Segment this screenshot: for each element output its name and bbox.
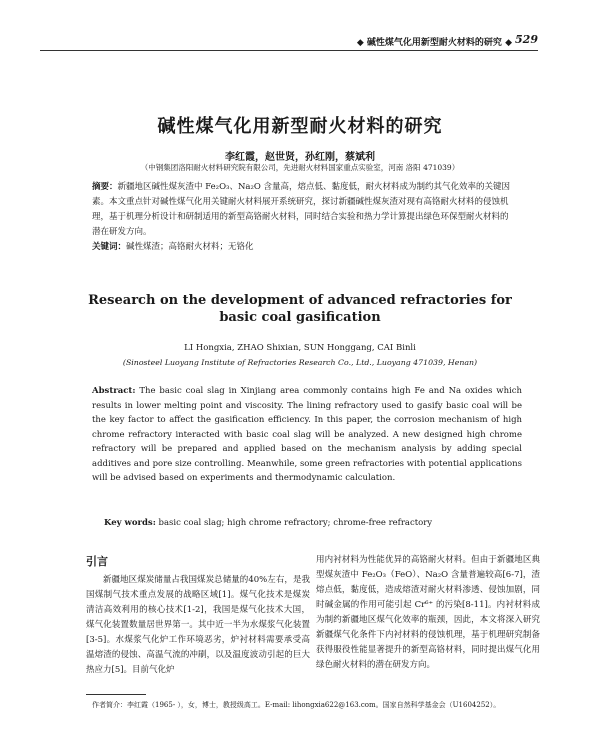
cn-abstract [92, 180, 512, 240]
cn-keywords-label: 关键词： [92, 242, 127, 252]
cn-abstract-label: 摘要： [92, 182, 118, 192]
en-keywords-text: basic coal slag; high chrome refractory; chrome-free refractory [158, 518, 433, 528]
cn-keywords-text: 碱性煤渣；高铬耐火材料；无铬化 [126, 242, 254, 252]
en-keywords-label: Key words: [104, 518, 156, 528]
en-title [0, 292, 600, 326]
en-keywords [104, 518, 522, 528]
en-title-line-1: Research on the development of advanced refractories for [88, 293, 512, 308]
en-authors: LI Hongxia, ZHAO Shixian, SUN Honggang, CAI Binli [184, 343, 416, 353]
footnote-rule [86, 694, 146, 695]
body-paragraph-left: 新疆地区煤炭储量占我国煤炭总储量的40%左右，是我国煤制气技术重点发展的战略区域[1]。煤气化技术是煤炭清洁高效利用的核心技术[1-2]，我国是煤气化技术大国，煤气化装置数量居世界第一。其中近一半为水煤浆气化装置[3-5]。水煤浆气化炉工作环境恶劣，炉衬材料需要承受高温熔渣的侵蚀、高温气流的冲刷，以及温度波动引起的巨大热应力[5]。目前气化炉 [86, 575, 310, 675]
cn-abstract-text: 新疆地区碱性煤灰渣中 Fe₂O₃、Na₂O 含量高，熔点低、黏度低，耐火材料成为制约其气化效率的关键因素。本文重点针对碱性煤气化用关键耐火材料展开系统研究，探讨新疆碱性煤灰渣对现有高铬耐火材料的侵蚀机理，基于机理分析设计和研制适用的新型高铬耐火材料，同时结合实验和热力学计算提出绿色环保型耐火材料的潜在研发方向。 [92, 182, 511, 237]
cn-abstract-block [92, 180, 512, 255]
section-heading: 引言 [86, 555, 108, 568]
en-abstract [92, 384, 522, 486]
footnote: 作者简介：李红霞（1965- ），女，博士，教授级高工。E-mail: lihongxia622@163.com。国家自然科学基金会（U1604252）。 [92, 701, 501, 709]
cn-authors: 李红霞，赵世贤，孙红刚，蔡斌利 [225, 152, 375, 163]
page-number: 529 [515, 33, 538, 46]
running-title: ◆ 碱性煤气化用新型耐火材料的研究 ◆ [356, 38, 512, 48]
en-abstract-label: Abstract: [92, 386, 136, 396]
body-left-column [86, 554, 310, 678]
cn-keywords [92, 240, 512, 255]
running-header [40, 34, 538, 51]
cn-affiliation: （中钢集团洛阳耐火材料研究院有限公司，先进耐火材料国家重点实验室，河南 洛阳 471039） [140, 163, 460, 172]
en-abstract-text: The basic coal slag in Xinjiang area commonly contains high Fe and Na oxides which results in lower melting point and viscosity. The lining refractory used to gasify basic coal will be the key factor to affect the gasification efficiency. In this paper, the corrosion mechanism of high chrome refractory interacted with basic coal slag will be analyzed. A new designed high chrome refractory will be prepared and applied based on the mechanism analysis by adding special additives and pore size controlling. Meanwhile, some green refractories with potential applications will be advised based on experiments and thermodynamic calculation. [92, 386, 522, 483]
body-paragraph-right: 用内衬材料为性能优异的高铬耐火材料。但由于新疆地区典型煤灰渣中 Fe₂O₃（FeO）、Na₂O 含量普遍较高[6-7]，渣熔点低，黏度低，造成熔渣对耐火材料渗透、侵蚀加剧，同时碱金属的作用可能引起 Cr⁶⁺ 的污染[8-11]。内衬材料成为制约新疆地区煤气化效率的瓶颈，因此，本文将深入研究新疆煤气化条件下内衬材料的侵蚀机理，基于机理研究制备获得服役性能显著提升的新型高铬材料，同时提出煤气化用绿色耐火材料的潜在研发方向。 [316, 555, 540, 670]
en-title-line-2: basic coal gasification [219, 310, 381, 325]
en-affiliation: (Sinosteel Luoyang Institute of Refractories Research Co., Ltd., Luoyang 471039, Henan) [122, 358, 478, 367]
body-right-column [316, 553, 540, 673]
cn-title: 碱性煤气化用新型耐火材料的研究 [157, 116, 443, 137]
